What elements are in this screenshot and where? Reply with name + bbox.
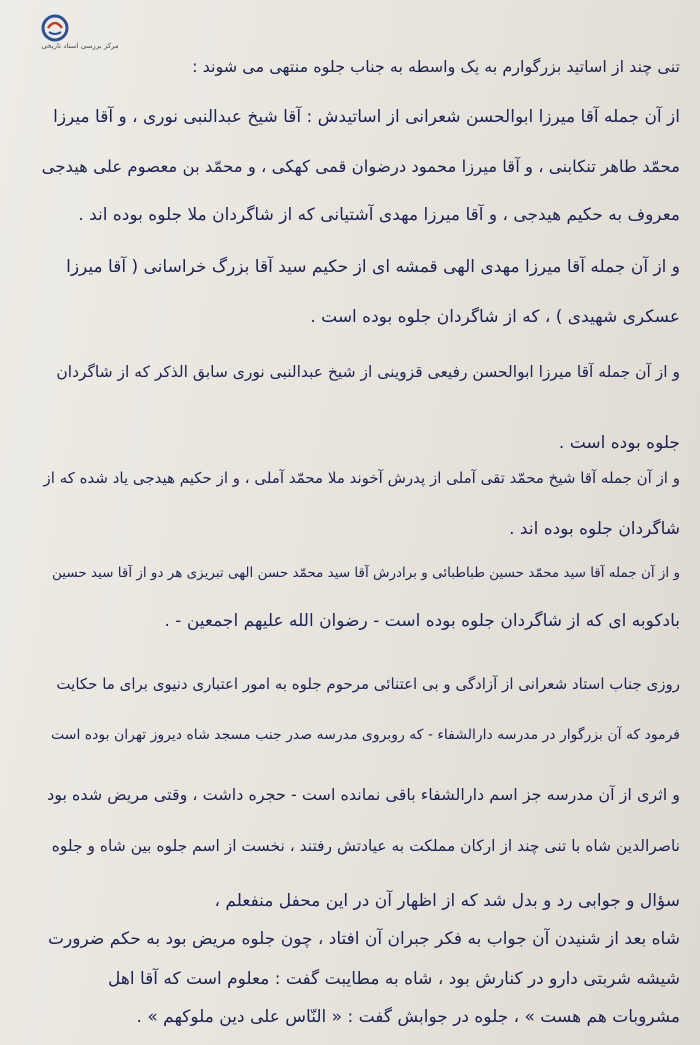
text-line: جلوه بوده است . bbox=[558, 433, 680, 453]
text-line: مشروبات هم هست » ، جلوه در جوابش گفت : « النّاس علی دین ملوکهم » . bbox=[136, 1007, 680, 1027]
text-line: شاگردان جلوه بوده اند . bbox=[509, 519, 680, 539]
text-line: و از آن جمله آقا سید محمّد حسین طباطبائی و برادرش آقا سید محمّد حسن الهی تبریزی هر دو از آقا سید حسین bbox=[51, 565, 680, 581]
text-line: فرمود که آن بزرگوار در مدرسه دارالشفاء - که روبروی مدرسه صدر جنب مسجد شاه دیروز تهران بوده است bbox=[50, 727, 680, 743]
text-line: عسکری شهیدی ) ، که از شاگردان جلوه بوده است . bbox=[310, 307, 680, 327]
text-line: بادکوبه ای که از شاگردان جلوه بوده است - رضوان الله علیهم اجمعین - . bbox=[164, 611, 680, 631]
text-line: ناصرالدین شاه با تنی چند از ارکان مملکت به عیادتش رفتند ، نخست از اسم جلوه بین شاه و جلوه bbox=[51, 837, 680, 855]
text-line: محمّد طاهر تنکابنی ، و آقا میرزا محمود درضوان قمی کهکی ، و محمّد بن معصوم علی هیدجی bbox=[41, 157, 680, 176]
text-line: روزی جناب استاد شعرانی از آزادگی و بی اعتنائی مرحوم جلوه به امور اعتباری دنیوی برای ما حکایت bbox=[56, 675, 680, 693]
text-line: سؤال و جوابی رد و بدل شد که از اظهار آن در این محفل منفعلم ، bbox=[214, 891, 680, 911]
text-line: و از آن جمله آقا شیخ محمّد تقی آملی از پدرش آخوند ملا محمّد آملی ، و از حکیم هیدجی یاد شده که از bbox=[43, 469, 680, 487]
text-line: شیشه شربتی دارو در کنارش بود ، شاه به مطایبت گفت : معلوم است که آقا اهل bbox=[108, 969, 680, 989]
archive-logo-caption: مرکز بررسی اسناد تاریخی bbox=[41, 42, 119, 50]
text-line: و از آن جمله آقا میرزا ابوالحسن رفیعی قزوینی از شیخ عبدالنبی نوری سابق الذکر که از شاگردان bbox=[56, 363, 680, 381]
text-line: و از آن جمله آقا میرزا مهدی الهی قمشه ای از حکیم سید آقا بزرگ خراسانی ( آقا میرزا bbox=[66, 257, 680, 277]
text-line: تنی چند از اساتید بزرگوارم به یک واسطه به جناب جلوه منتهی می شوند : bbox=[192, 57, 680, 76]
text-line: شاه بعد از شنیدن آن جواب به فکر جبران آن افتاد ، چون جلوه مریض بود به حکم ضرورت bbox=[48, 929, 680, 949]
text-line: معروف به حکیم هیدجی ، و آقا میرزا مهدی آشتیانی که از شاگردان ملا جلوه بوده اند . bbox=[78, 205, 680, 225]
text-line: و اثری از آن مدرسه جز اسم دارالشفاء باقی نمانده است - حجره داشت ، وقتی مریض شده بود bbox=[47, 785, 680, 804]
archive-emblem-icon bbox=[40, 14, 70, 42]
text-line: از آن جمله آقا میرزا ابوالحسن شعرانی از اساتیدش : آقا شیخ عبدالنبی نوری ، و آقا میرزا bbox=[53, 107, 680, 127]
archive-logo bbox=[22, 14, 138, 56]
